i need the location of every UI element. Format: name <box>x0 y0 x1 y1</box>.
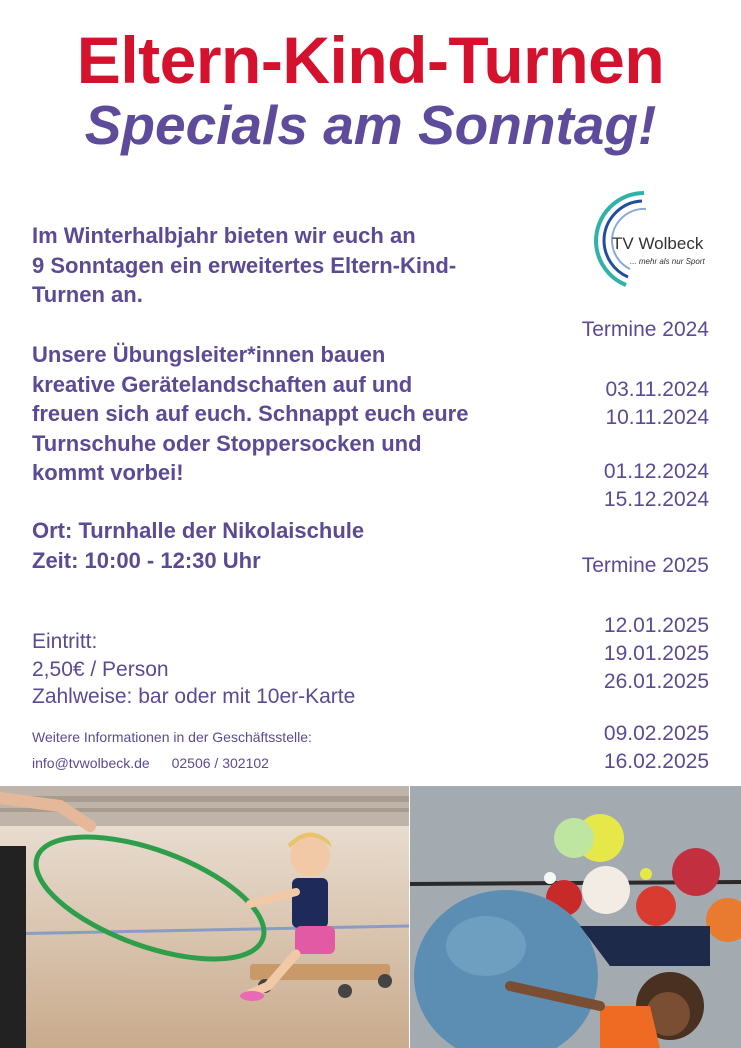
date-item: 09.02.2025 <box>603 722 709 745</box>
fee-payment: Zahlweise: bar oder mit 10er-Karte <box>32 685 356 708</box>
photo-child-scooter <box>0 786 409 1048</box>
intro-line: 9 Sonntagen ein erweitertes Eltern-Kind- <box>32 252 457 278</box>
logo-name: TV Wolbeck <box>612 234 704 253</box>
page-subtitle: Specials am Sonntag! <box>84 94 657 156</box>
date-item: 15.12.2024 <box>603 488 709 511</box>
date-item: 12.01.2025 <box>603 614 709 637</box>
location-time <box>32 516 552 575</box>
dates-2025-heading: Termine 2025 <box>581 554 709 577</box>
photo-child-balls <box>410 786 741 1048</box>
logo-tagline: ... mehr als nur Sport <box>630 257 705 266</box>
more-info-text: Weitere Informationen in der Geschäftsstelle: <box>32 729 312 745</box>
time-line: Zeit: 10:00 - 12:30 Uhr <box>32 547 261 573</box>
phone-number[interactable]: 02506 / 302102 <box>171 755 269 771</box>
date-item: 10.11.2024 <box>605 406 709 429</box>
date-item: 26.01.2025 <box>603 670 709 693</box>
teaser-line: Unsere Übungsleiter*innen bauen <box>32 342 386 367</box>
fee-label: Eintritt: <box>32 630 98 653</box>
dates-2024-heading: Termine 2024 <box>581 318 709 341</box>
tv-wolbeck-logo <box>586 189 716 289</box>
fee-price: 2,50€ / Person <box>32 657 169 681</box>
teaser-line: freuen sich auf euch. Schnappt euch eure <box>32 401 469 426</box>
page-title: Eltern-Kind-Turnen <box>76 23 665 97</box>
date-item: 03.11.2024 <box>605 378 709 401</box>
email-link[interactable]: info@tvwolbeck.de <box>32 755 150 771</box>
date-item: 01.12.2024 <box>603 460 709 483</box>
teaser-line: kreative Gerätelandschaften auf und <box>32 371 413 397</box>
teaser-text <box>32 340 552 488</box>
intro-line: Turnen an. <box>32 282 143 307</box>
contact-line <box>32 755 269 771</box>
date-item: 19.01.2025 <box>603 642 709 665</box>
date-item: 16.02.2025 <box>603 750 709 773</box>
intro-line: Im Winterhalbjahr bieten wir euch an <box>32 223 416 248</box>
fee-info <box>32 628 355 711</box>
location-line: Ort: Turnhalle der Nikolaischule <box>32 518 365 543</box>
teaser-line: kommt vorbei! <box>32 460 184 485</box>
intro-text <box>32 221 552 310</box>
teaser-line: Turnschuhe oder Stoppersocken und <box>32 430 422 456</box>
